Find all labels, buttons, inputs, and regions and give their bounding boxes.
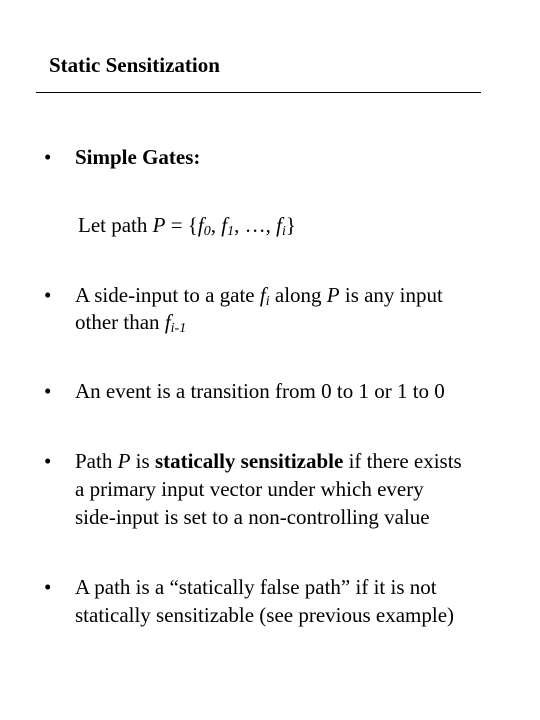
side-input-text-c: is any input	[339, 283, 443, 307]
slide-title: Static Sensitization	[49, 53, 220, 77]
let-path-close: }	[285, 213, 296, 237]
path-sens-line1	[75, 448, 462, 475]
path-sens-line3: side-input is set to a non-controlling value	[75, 505, 430, 529]
path-var: P	[117, 449, 131, 473]
bullet-path-sensitizable: •	[44, 449, 52, 473]
bullet-false-path: •	[44, 575, 52, 599]
sub-i: i	[281, 224, 286, 239]
statically-sensitizable-term: statically sensitizable	[154, 449, 344, 473]
false-path-line1: A path is a “statically false path” if it is not	[75, 575, 437, 599]
event-definition: An event is a transition from 0 to 1 or 1 to 0	[75, 379, 445, 403]
f-var: f	[259, 283, 266, 307]
side-input-line1	[75, 282, 443, 312]
side-input-text-b: along	[269, 283, 327, 307]
side-input-text-d: other than	[75, 310, 165, 334]
path-var: P	[152, 213, 166, 237]
sub-i: i	[265, 294, 270, 309]
f-var: f	[197, 213, 204, 237]
side-input-text-a: A side-input to a gate	[75, 283, 260, 307]
f-var: f	[221, 213, 228, 237]
let-path-prefix: Let path	[78, 213, 153, 237]
comma-sep: ,	[210, 213, 222, 237]
let-path-eq: = {	[165, 213, 198, 237]
bullet-event: •	[44, 379, 52, 403]
path-sens-line2: a primary input vector under which every	[75, 477, 424, 501]
f-var: f	[276, 213, 282, 237]
sub-0: 0	[203, 224, 211, 239]
title-rule	[36, 92, 481, 93]
f-var: f	[164, 310, 171, 334]
ellipsis: , …,	[234, 213, 277, 237]
path-sens-text-a: Path	[75, 449, 118, 473]
bullet-side-input: •	[44, 283, 52, 307]
path-sens-text-c: if there exists	[343, 449, 462, 473]
let-path-definition	[78, 212, 296, 242]
sub-1: 1	[227, 224, 235, 239]
path-var: P	[326, 283, 340, 307]
path-sens-text-b: is	[130, 449, 155, 473]
simple-gates-label: Simple Gates:	[75, 145, 201, 169]
side-input-line2	[75, 309, 186, 339]
sub-i-minus-1: i-1	[170, 321, 187, 336]
false-path-line2: statically sensitizable (see previous example)	[75, 603, 455, 627]
bullet-simple-gates: •	[44, 145, 52, 169]
